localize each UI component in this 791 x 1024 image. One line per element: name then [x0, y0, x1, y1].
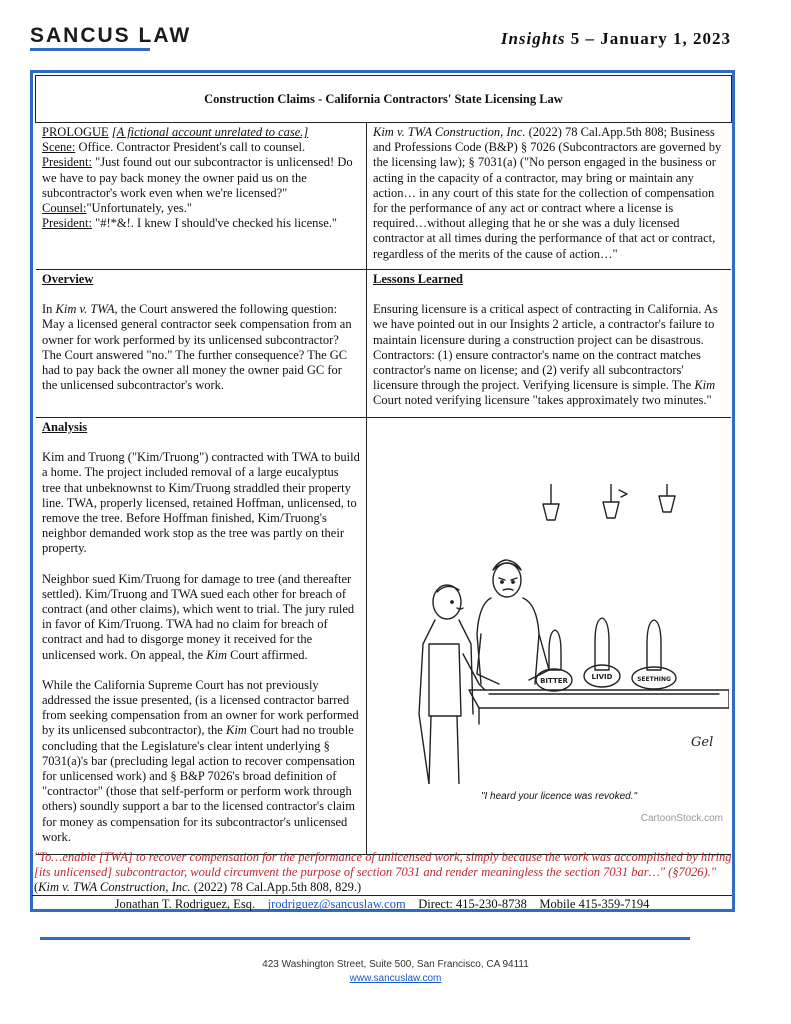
scene-label: Scene: — [42, 140, 76, 155]
tap-label-bitter: BITTER — [540, 677, 568, 685]
president-label-2: President: — [42, 216, 92, 231]
issue-line — [501, 29, 731, 49]
analysis-cell — [36, 418, 367, 855]
footer-address: 423 Washington Street, Suite 500, San Francisco, CA 94111 — [262, 959, 529, 970]
contact-mobile: Mobile 415-359-7194 — [539, 897, 650, 911]
overview-heading: Overview — [42, 272, 94, 286]
counsel-line: "Unfortunately, yes." — [86, 201, 193, 216]
pull-quote-open: ( — [34, 880, 39, 895]
article-frame — [30, 70, 735, 912]
page-header — [0, 0, 791, 70]
citation-cell — [367, 123, 731, 270]
lessons-text — [373, 302, 725, 408]
prologue-cell — [36, 123, 367, 270]
issue-date: 5 – January 1, 2023 — [565, 29, 731, 48]
prologue-note: [A fictional account unrelated to case.] — [111, 125, 309, 139]
citation-text: (2022) 78 Cal.App.5th 808; Business and Professions Code (B&P) § 7026 (Subcontractors are governed by the licensing law); § 7031(a) ("No person engaged in the business or acting in the capacity of a contractor, may bring or maintain any action… in any court of this state for the collection of compensation for the performance of any act or contract where a license is required…without alleging that he or she was a duly licensed contractor at all times during the performance of that act or contract, regardless of the merits of the cause of action…" — [373, 125, 722, 261]
pull-quote-case: Kim v. TWA Construction, Inc. — [38, 880, 191, 895]
contact-email-link[interactable]: jrodriguez@sancuslaw.com — [267, 897, 406, 911]
firm-logo: SANCUS LAW — [30, 24, 192, 47]
artist-signature: Gel — [691, 735, 714, 750]
overview-cell — [36, 270, 367, 418]
footer-website-link[interactable]: www.sancuslaw.com — [349, 973, 442, 984]
analysis-p3-kim: Kim — [225, 723, 247, 738]
cartoon-cell — [367, 418, 731, 855]
counsel-label: Counsel: — [42, 201, 87, 216]
lessons-cell — [367, 270, 731, 418]
lessons-text-a: Ensuring licensure is a critical aspect of contracting in California. As we have pointed out in our Insights 2 article, a contractor's failure to maintain licensure during a construction project can be disastrous. Contractors: (1) ensure contractor's name on the contract matches contractor's name on license; and (2) verify all subcontractors' licensure through the project. Verifying licensure is simple. The — [373, 302, 718, 393]
pull-quote — [34, 850, 734, 896]
pull-quote-cite: (2022) 78 Cal.App.5th 808, 829.) — [190, 880, 362, 895]
analysis-p2-kim: Kim — [206, 647, 228, 662]
tap-label-seething: SEETHING — [637, 676, 671, 683]
analysis-heading: Analysis — [42, 420, 88, 434]
cartoon — [399, 484, 729, 824]
analysis-p3-b: Court had no trouble concluding that the Legislature's clear intent underlying § 7031(a)'s bar (precluding legal action to recover compensation for unlicensed work) and § B&P 7026's broad definition of "contractor" (those that self-perform or perform work through others) soundly support a bar to the licensed contractor's claim for money as compensation for its subcontractor's unlicensed work. — [42, 723, 355, 844]
contact-name: Jonathan T. Rodriguez, Esq. — [114, 897, 256, 911]
overview-case: Kim v. TWA — [55, 302, 115, 317]
logo-underline — [30, 48, 150, 51]
cartoon-drawing — [399, 484, 729, 784]
overview-text-b: , the Court answered the following question: May a licensed general contractor seek compensation from an owner for work performed by its unlicensed subcontractor? The Court answered "no." The further consequence? The GC had to pay back the owner all money the owner paid GC for the unlicensed subcontractor's work. — [42, 302, 352, 393]
lessons-text-b: Court noted verifying licensure "takes approximately two minutes." — [373, 393, 712, 408]
president-line-2: "#!*&!. I knew I should've checked his license." — [92, 216, 338, 231]
analysis-p2-b: Court affirmed. — [227, 647, 308, 662]
overview-text — [42, 302, 360, 393]
pull-quote-text: "To…enable [TWA] to recover compensation for the performance of unlicensed work, simply because the work was accomplished by hiring [its unlicensed] subcontractor, would circumvent the purpose of section 7031 and render meaningless the section 7031 bar…" (§7026)." — [34, 850, 732, 880]
contact-direct: Direct: 415-230-8738 — [418, 897, 527, 911]
footer-rule — [40, 937, 690, 940]
president-line-1: "Just found out our subcontractor is unlicensed! Do we have to pay back money the owner paid us on the subcontractor's work even when we're licensed?" — [42, 155, 353, 200]
president-label: President: — [42, 155, 92, 170]
cartoon-credit: CartoonStock.com — [640, 813, 723, 824]
citation-case: Kim v. TWA Construction, Inc. — [373, 125, 526, 139]
lessons-kim: Kim — [694, 378, 716, 393]
prologue-label: PROLOGUE — [42, 125, 109, 139]
analysis-p3 — [42, 678, 360, 845]
scene-text: Office. Contractor President's call to counsel. — [75, 140, 306, 155]
analysis-p1: Kim and Truong ("Kim/Truong") contracted with TWA to build a home. The project included removal of a large eucalyptus tree that unbeknownst to Kim/Truong straddled their property line. TWA, properly licensed, retained Hoffman, unlicensed, to remove the tree. Before Hoffman finished, Kim/Truong's neighbor demanded work stop as the tree was partly on their property. — [42, 450, 360, 556]
issue-series: Insights — [500, 29, 566, 48]
article-title: Construction Claims - California Contractors' State Licensing Law — [35, 75, 732, 123]
analysis-p3-a: While the California Supreme Court has not previously addressed the issue presented, (is a licensed contractor barred from seeking compensation from an owner for work performed by its unlicensed subcontractor), the — [42, 677, 359, 738]
lessons-heading: Lessons Learned — [373, 272, 463, 286]
overview-text-a: In — [42, 302, 56, 317]
contact-line — [32, 895, 732, 912]
analysis-p2-a: Neighbor sued Kim/Truong for damage to tree (and thereafter settled). Kim/Truong and TWA sued each other for breach of contract (and other claims), which went to trial. The jury ruled in favor of Kim/Truong. TWA had no claim for breach of contract and had to disgorge money it received for the unlicensed work. On appeal, the — [42, 571, 355, 662]
tap-label-livid: LIVID — [591, 673, 613, 681]
analysis-p2 — [42, 572, 360, 663]
cartoon-caption: "I heard your licence was revoked." — [480, 791, 638, 802]
